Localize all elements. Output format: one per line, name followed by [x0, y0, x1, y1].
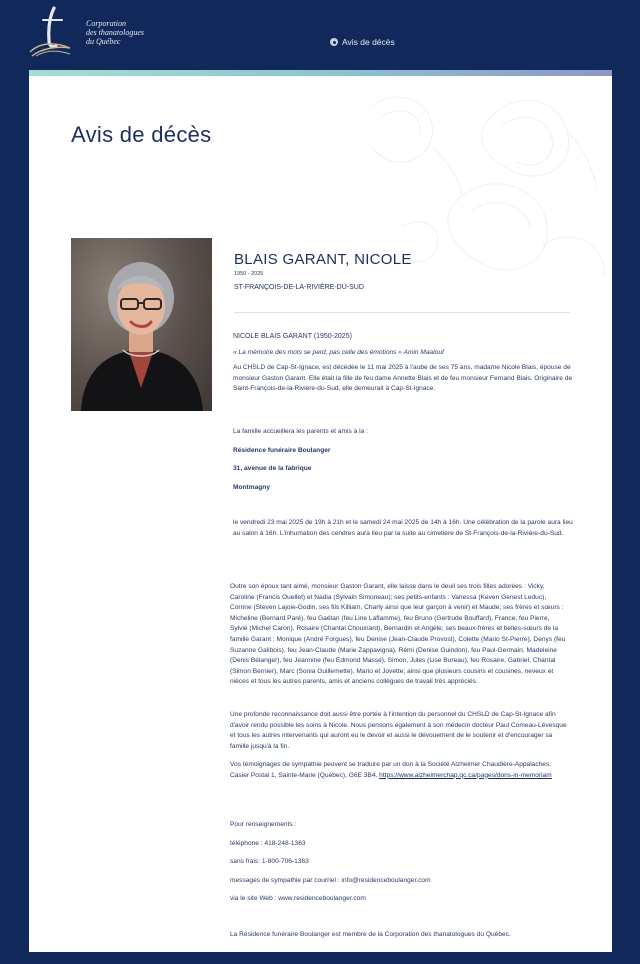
bullet-icon: [330, 38, 338, 46]
nav-avis-label: Avis de décès: [342, 37, 395, 47]
logo-wordmark[interactable]: [86, 19, 144, 46]
page-title: Avis de décès: [71, 122, 212, 147]
deceased-portrait: [71, 238, 212, 411]
email-text[interactable]: messages de sympathie par courriel : info@residenceboulanger.com: [230, 876, 431, 884]
obituary-intro: [233, 332, 573, 395]
obituary-heading: NICOLE BLAIS GARANT (1950-2025): [233, 333, 352, 340]
corporation-logo-icon[interactable]: [26, 6, 76, 60]
tollfree-text[interactable]: sans frais: 1-800-706-1363: [230, 858, 309, 866]
membership-note: La Résidence funéraire Boulanger est membre de la Corporation des thanatologues du Québec.: [230, 931, 511, 938]
deceased-years: 1950 - 2025: [234, 271, 264, 277]
phone-text[interactable]: téléphone : 418-248-1363: [230, 839, 306, 847]
donation-link[interactable]: https://www.alzheimerchap.qc.ca/pages/dons-in-memoriam: [379, 771, 552, 779]
site-header: [0, 0, 640, 72]
donations-text: Vos témoignages de sympathie peuvent se traduire par un don à la Société Alzheimer Chaudière-Appalaches, Casier Postal 1, Sainte-Marie (Québec), G6E 3B4.: [230, 761, 552, 779]
obituary-intro-text: Au CHSLD de Cap-St-Ignace, est décédée le 11 mai 2025 à l'aube de ses 75 ans, madame Nicole Blais, épouse de monsieur Gaston Garant. Elle était la fille de feu dame Annette Blais et de feu monsieur Fernand Blais. Originaire de Saint-François-de-la-Rivière-du-Sud, elle demeurait à Cap-St-Ignace.: [233, 364, 573, 393]
visitation-block: [233, 427, 573, 493]
nav-avis-de-deces[interactable]: [330, 37, 395, 47]
visitation-welcome: La famille accueillera les parents et amis à la :: [233, 428, 368, 435]
portrait-illustration-icon: [71, 238, 212, 411]
obituary-quote: « La mémoire des mots se perd, pas celle des émotions » Amin Maalouf: [233, 348, 444, 356]
floral-decoration-icon: [342, 76, 612, 306]
info-heading: Pour renseignements :: [230, 821, 297, 828]
deceased-name: BLAIS GARANT, NICOLE: [234, 251, 412, 268]
survivors-text: Outre son époux tant aimé, monsieur Gaston Garant, elle laisse dans le deuil ses trois filles adorées : Vicky, Caroline (Francis Ouellet) et Nadia (Sylvain Simoneau); ses petits-enfants : Vanessa (Keven Genest Leduc), Corrine (Steven Lajoie-Godin, ses fils Killiam, Charly ainsi que leur garçon à venir) et Maude; ses frères et sœurs : Micheline (Bernard Paré), feu Gaétan (feu Line Laflamme), feu Bruno (Gertrude Bouffard), France, feu Pierre, Sylvie (Michel Caron), Rosaire (Chantal Chouinard), Bernardin et Angèle; ses beaux-frères et belles-sœurs de la famille Garant : Monique (André Forgues), feu Denise (Jean-Claude Provost), Colette (Mario St-Pierre), Denys (feu Suzanne Galibois), feu Jean-Claude (Marie Zappavigna), Rémi (Denise Guindon), feu Paul-Germain, Madeleine (Denis Bélanger), feu Jeannine (feu Edmond Massé), Simon, Jules (Lise Bureau), feu Rosaire, Gabriel, Chantal (Simon Bernier), Marc (Sonia Guillemette), Mario et Jovette; ainsi que plusieurs cousins et cousines, neveux et nièces et tous les autres parents, amis et anciens collègues de travail très appréciés.: [230, 583, 566, 686]
funeral-home-name: Résidence funéraire Boulanger: [233, 446, 331, 454]
funeral-home-city: Montmagny: [233, 483, 270, 491]
website-text[interactable]: via le site Web : www.residenceboulanger.com: [230, 895, 366, 903]
gratitude-text: Une profonde reconnaissance doit aussi être portée à l'intention du personnel du CHSLD de Cap-St-Ignace afin d'avoir rendu possible les soins à Nicole. Nous pensons également à son médecin docteur Paul Comeau-Lévesque et tous les autres intervenants qui auront eu le devoir et aussi le dévouement de le soutenir et d'encourager sa famille jusqu'à la fin.: [230, 711, 567, 750]
divider: [234, 312, 570, 313]
logo-line-2: des thanatologues: [86, 28, 144, 37]
logo-line-3: du Québec: [86, 37, 121, 46]
deceased-location: ST-FRANÇOIS-DE-LA-RIVIÈRE-DU-SUD: [234, 284, 364, 291]
schedule-text: le vendredi 23 mai 2025 de 19h à 21h et le samedi 24 mai 2025 de 14h à 16h. Une célébration de la parole aura lieu au salon à 16h. L'inhumation des cendres aura lieu par la suite au cimetière de St-François-de-la-Rivière-du-Sud.: [233, 519, 573, 537]
logo-line-1: Corporation: [86, 19, 127, 28]
funeral-home-address: 31, avenue de la fabrique: [233, 465, 312, 473]
contact-block: [230, 820, 568, 905]
content-panel: [29, 70, 612, 952]
donations-block: [230, 760, 568, 781]
